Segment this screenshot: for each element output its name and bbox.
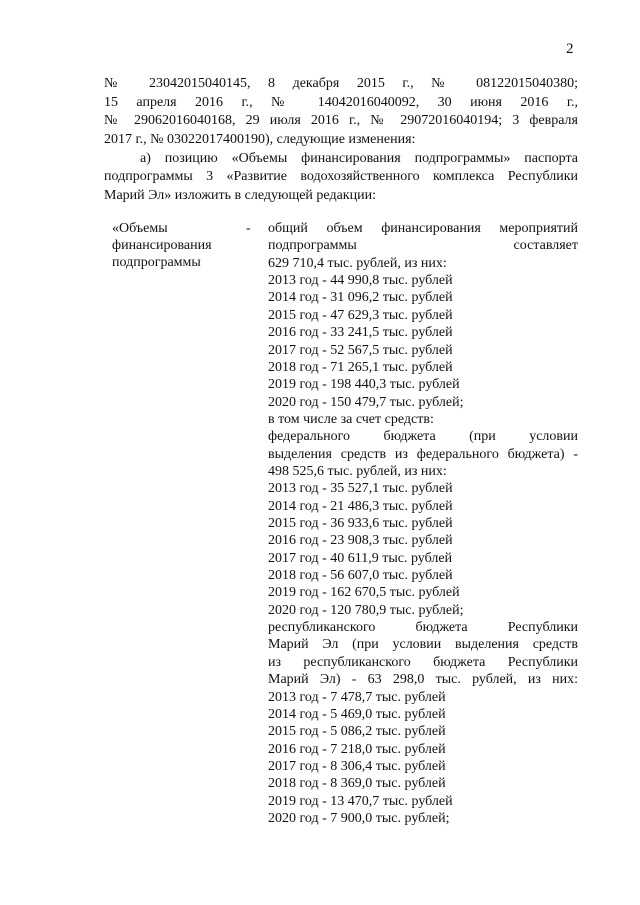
intro-line: Марий Эл» изложить в следующей редакции:: [104, 188, 376, 203]
value-line: 2014 год - 21 486,3 тыс. рублей: [268, 498, 453, 514]
value-line: 2013 год - 7 478,7 тыс. рублей: [268, 689, 446, 705]
value-line: 2013 год - 44 990,8 тыс. рублей: [268, 273, 453, 289]
value-line: 2019 год - 13 470,7 тыс. рублей: [268, 793, 453, 809]
value-line: 2017 год - 52 567,5 тыс. рублей: [268, 342, 453, 358]
value-line: Марий Эл) - 63 298,0 тыс. рублей, из них:: [268, 672, 578, 688]
label-line: подпрограммы: [112, 255, 201, 270]
intro-line: № 29062016040168, 29 июля 2016 г., № 29072016040194; 3 февраля: [104, 113, 578, 128]
value-line: 2020 год - 150 479,7 тыс. рублей;: [268, 394, 464, 410]
value-line: 2019 год - 162 670,5 тыс. рублей: [268, 585, 460, 601]
page-number: 2: [566, 41, 574, 57]
value-line: 2014 год - 31 096,2 тыс. рублей: [268, 290, 453, 306]
value-line: 2013 год - 35 527,1 тыс. рублей: [268, 481, 453, 497]
value-line: 2017 год - 40 611,9 тыс. рублей: [268, 550, 453, 566]
value-line: республиканского бюджета Республики: [268, 620, 578, 635]
intro-line: а) позицию «Объемы финансирования подпрограммы» паспорта: [140, 151, 578, 166]
value-line: 2019 год - 198 440,3 тыс. рублей: [268, 377, 460, 393]
value-line: 2020 год - 120 780,9 тыс. рублей;: [268, 602, 464, 618]
intro-line: 2017 г., № 03022017400190), следующие изменения:: [104, 132, 416, 147]
label-line: финансирования: [112, 238, 212, 253]
value-line: 2015 год - 47 629,3 тыс. рублей: [268, 307, 453, 323]
label-line: «Объемы: [112, 221, 168, 236]
value-line: подпрограммы составляет: [268, 238, 578, 254]
value-line: Марий Эл (при условии выделения средств: [268, 637, 578, 653]
value-line: выделения средств из федерального бюджета) -: [268, 446, 578, 462]
value-line: 2018 год - 56 607,0 тыс. рублей: [268, 568, 453, 583]
value-line: 2015 год - 5 086,2 тыс. рублей: [268, 724, 446, 740]
value-line: 2016 год - 33 241,5 тыс. рублей: [268, 325, 453, 341]
intro-line: № 23042015040145, 8 декабря 2015 г., № 08122015040380;: [104, 76, 578, 91]
value-line: 2015 год - 36 933,6 тыс. рублей: [268, 516, 453, 531]
value-line: 2014 год - 5 469,0 тыс. рублей: [268, 706, 446, 722]
value-line: 498 525,6 тыс. рублей, из них:: [268, 463, 447, 479]
intro-line: 15 апреля 2016 г., № 14042016040092, 30 июня 2016 г.,: [104, 95, 578, 110]
value-line: в том числе за счет средств:: [268, 411, 434, 427]
value-line: 629 710,4 тыс. рублей, из них:: [268, 255, 447, 271]
value-line: общий объем финансирования мероприятий: [268, 221, 578, 236]
value-line: 2016 год - 23 908,3 тыс. рублей: [268, 533, 453, 549]
value-line: 2018 год - 8 369,0 тыс. рублей: [268, 776, 446, 792]
value-line: из республиканского бюджета Республики: [268, 654, 578, 670]
value-line: федерального бюджета (при условии: [268, 429, 578, 445]
intro-line: подпрограммы 3 «Развитие водохозяйственного комплекса Республики: [104, 169, 578, 184]
value-line: 2016 год - 7 218,0 тыс. рублей: [268, 741, 446, 757]
value-line: 2017 год - 8 306,4 тыс. рублей: [268, 758, 446, 774]
value-line: 2020 год - 7 900,0 тыс. рублей;: [268, 810, 450, 826]
value-line: 2018 год - 71 265,1 тыс. рублей: [268, 359, 453, 375]
column-separator-dash: -: [246, 221, 251, 236]
